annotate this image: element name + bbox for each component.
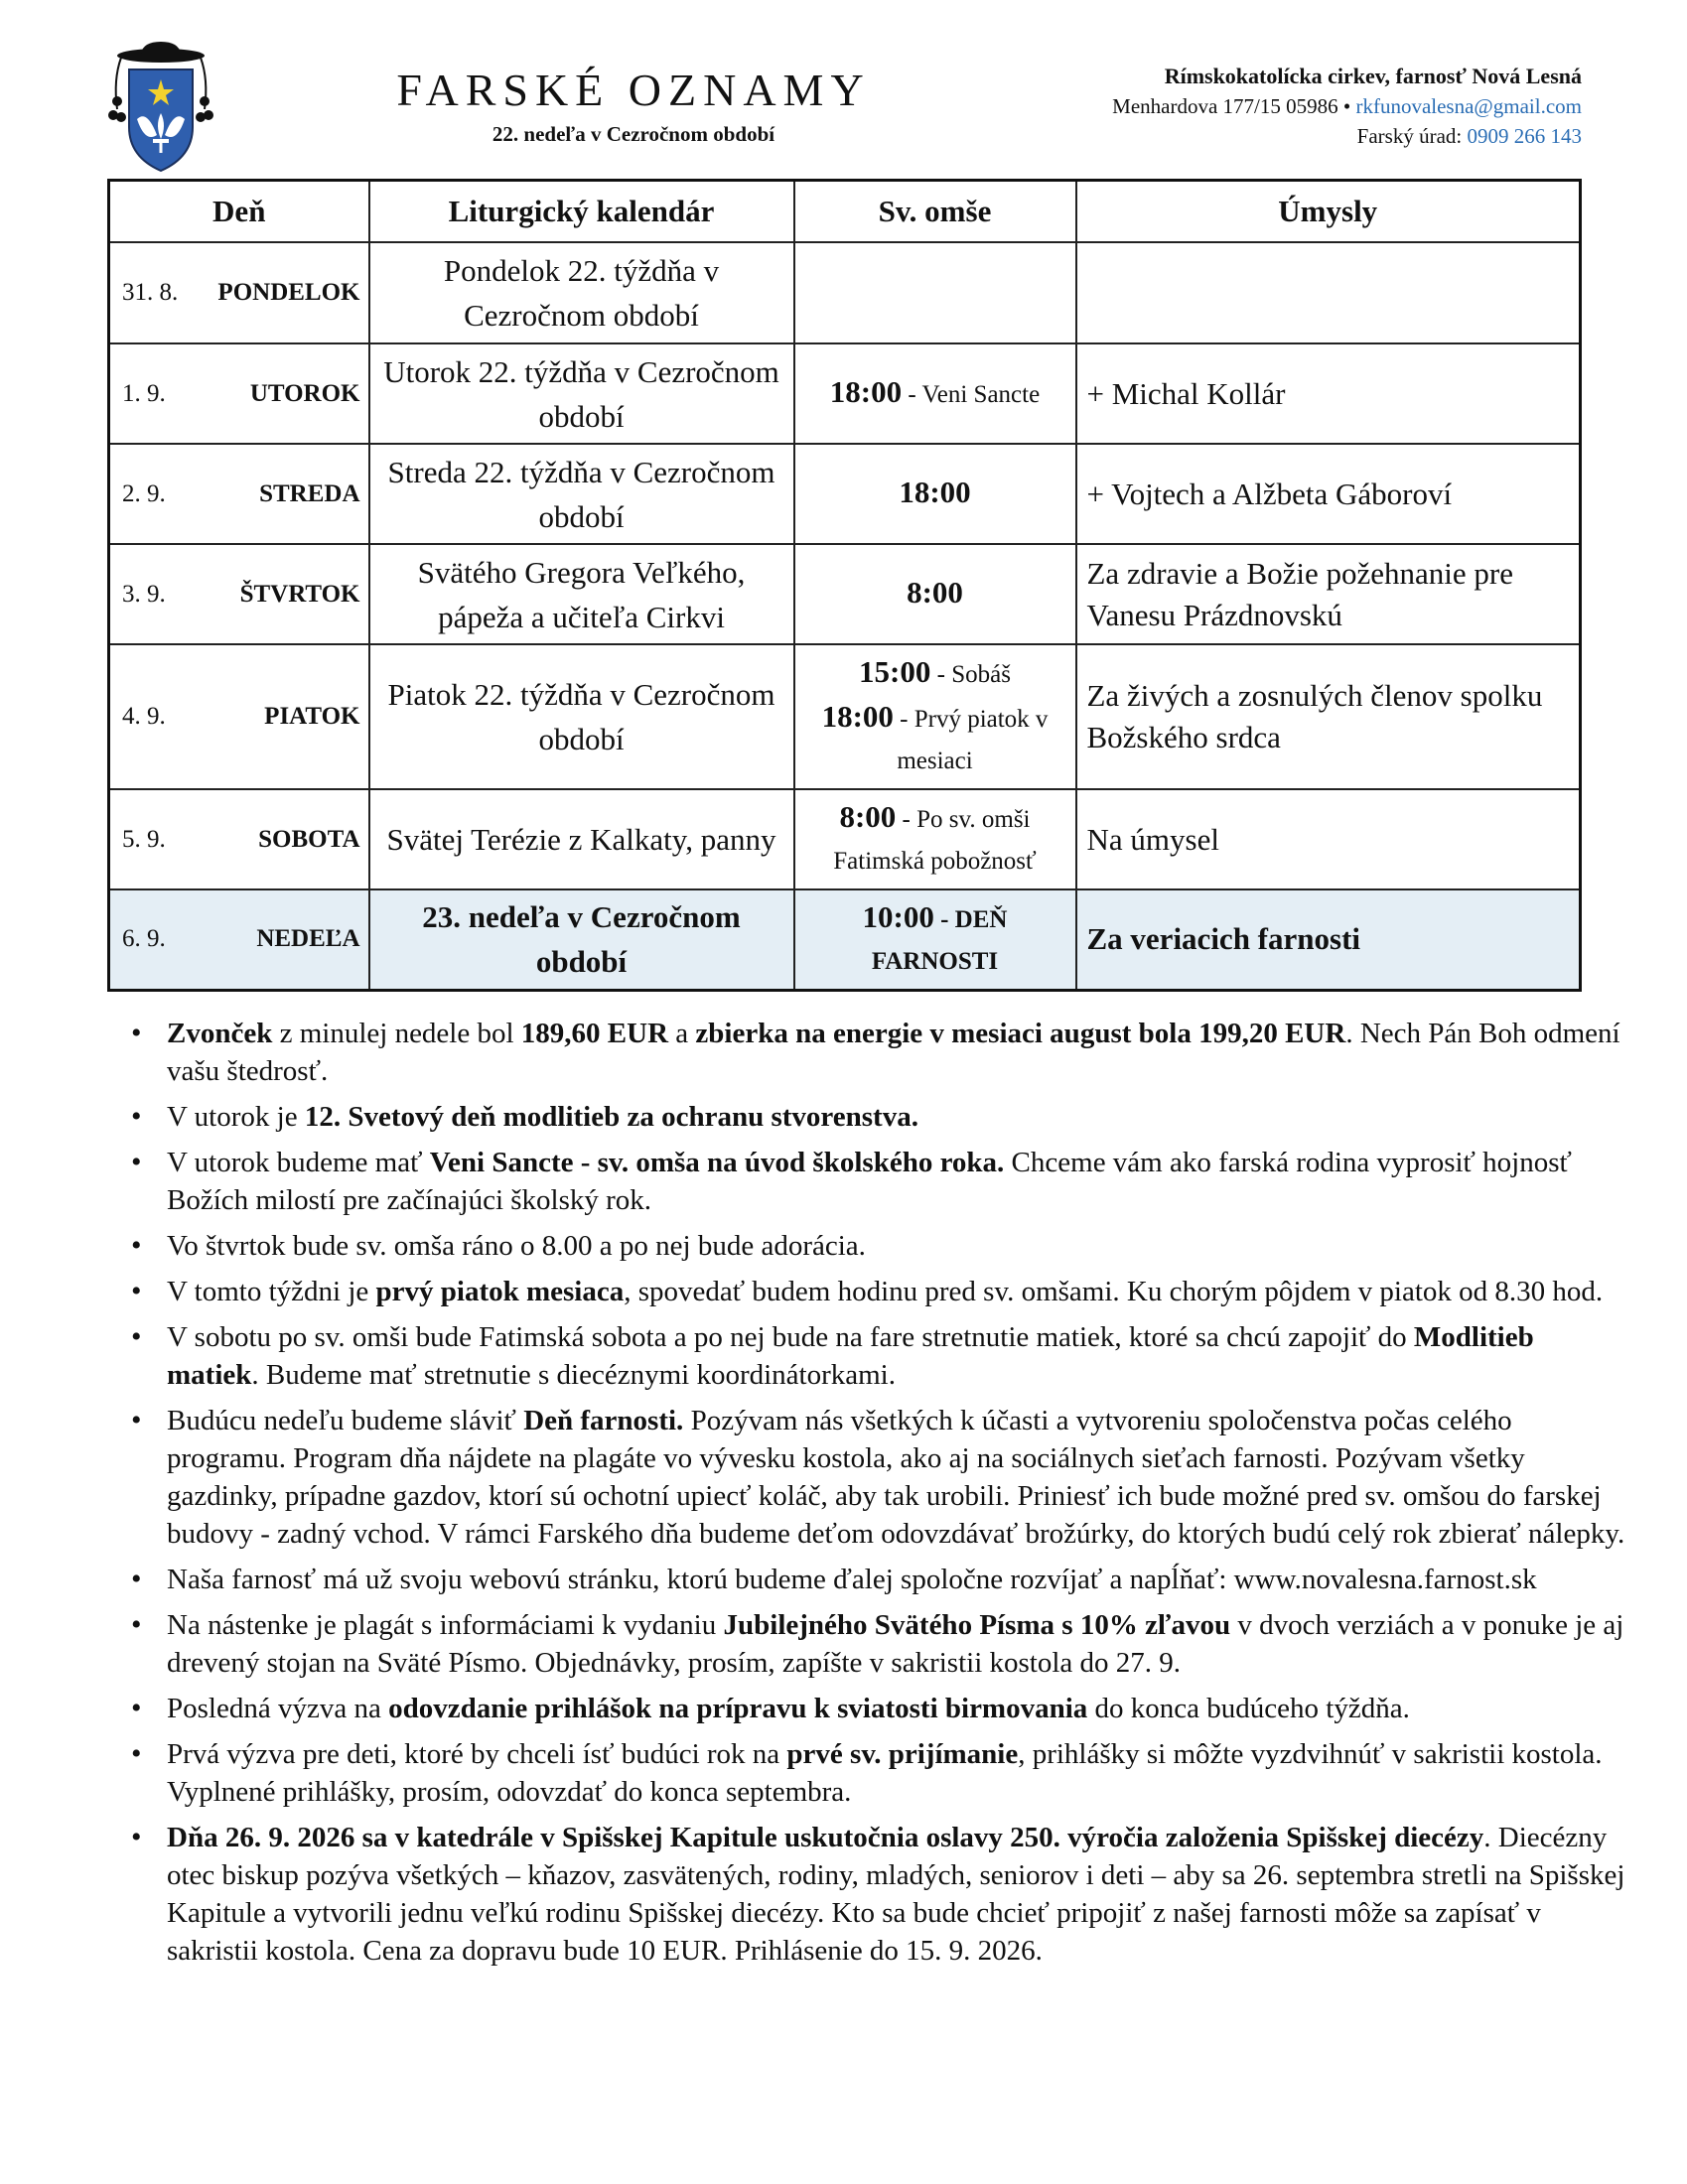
- intention-cell: Za živých a zosnulých členov spolku Božského srdca: [1076, 644, 1581, 789]
- announcement-text: V utorok je: [167, 1101, 305, 1133]
- mass-cell: [794, 343, 1076, 444]
- day-cell: [109, 644, 369, 789]
- mass-note: - Po sv. omši Fatimská pobožnosť: [833, 806, 1037, 875]
- weekday: PIATOK: [264, 703, 360, 730]
- mass-time: 15:00: [859, 654, 931, 689]
- table-row: [109, 343, 1581, 444]
- announcement-bold-text: zbierka na energie v mesiaci august bola 199,20 EUR: [695, 1018, 1346, 1049]
- phone-link[interactable]: 0909 266 143: [1467, 124, 1582, 148]
- date: 4. 9.: [122, 703, 166, 730]
- liturgical-cell: Svätej Terézie z Kalkaty, panny: [369, 789, 794, 889]
- mass-cell: [794, 544, 1076, 644]
- address-line: [1112, 91, 1582, 121]
- announcement-bold-text: prvý piatok mesiaca: [375, 1276, 625, 1307]
- mass-time: 8:00: [907, 575, 963, 610]
- table-header-row: [109, 181, 1581, 243]
- announcement-text: Chceme vám ako farská rodina vyprosiť hojnosť Božích milostí pre začínajúci školský rok.: [167, 1147, 1572, 1216]
- mass-time: 8:00: [839, 799, 897, 834]
- announcement-text: Naša farnosť má už svoju webovú stránku, ktorú budeme ďalej spoločne rozvíjať a napĺňať: www.novalesna.farnost.sk: [167, 1564, 1537, 1595]
- announcement-item: [167, 1273, 1626, 1310]
- mass-note: - Prvý piatok v mesiaci: [893, 706, 1049, 774]
- announcement-text: Vo štvrtok bude sv. omša ráno o 8.00 a po nej bude adorácia.: [167, 1230, 866, 1262]
- schedule-table: [107, 179, 1582, 992]
- liturgical-cell: Pondelok 22. týždňa v Cezročnom období: [369, 242, 794, 343]
- date: 5. 9.: [122, 825, 166, 853]
- mass-entry: [801, 371, 1069, 416]
- liturgical-cell: Streda 22. týždňa v Cezročnom období: [369, 444, 794, 544]
- table-row: [109, 444, 1581, 544]
- mass-time: 18:00: [899, 475, 971, 509]
- mass-note: - Veni Sancte: [902, 381, 1041, 408]
- announcement-item: [167, 1735, 1626, 1811]
- announcement-item: [167, 1227, 1626, 1265]
- day-cell: [109, 242, 369, 343]
- intention-cell: + Vojtech a Alžbeta Gáboroví: [1076, 444, 1581, 544]
- announcement-text: v dvoch verziách a v ponuke je aj drevený stojan na Sväté Písmo. Objednávky, prosím, zapíšte v sakristii kostola do 27. 9.: [167, 1609, 1624, 1679]
- announcement-text: V sobotu po sv. omši bude Fatimská sobota a po nej bude na fare stretnutie matiek, ktoré sa chcú zapojiť do: [167, 1321, 1414, 1353]
- date: 2. 9.: [122, 479, 166, 507]
- announcement-text: , spovedať budem hodinu pred sv. omšami. Ku chorým pôjdem v piatok od 8.30 hod.: [624, 1276, 1604, 1307]
- mass-time: 10:00: [862, 898, 934, 934]
- announcement-item: [167, 1015, 1626, 1090]
- intention-cell: + Michal Kollár: [1076, 343, 1581, 444]
- announcement-item: [167, 1144, 1626, 1219]
- announcement-bold-text: prvé sv. prijímanie: [786, 1738, 1019, 1770]
- day-cell: [109, 444, 369, 544]
- announcement-bold-text: 189,60 EUR: [520, 1018, 669, 1049]
- weekday: STREDA: [259, 479, 360, 507]
- announcement-text: Budúcu nedeľu budeme sláviť: [167, 1405, 524, 1436]
- announcement-bold-text: Modlitieb matiek: [167, 1321, 1534, 1391]
- announcement-text: Posledná výzva na: [167, 1693, 389, 1724]
- parish-coat-of-arms-icon: [107, 40, 214, 174]
- announcement-bold-text: odovzdanie prihlášok na prípravu k sviatosti birmovania: [388, 1693, 1088, 1724]
- intention-cell: [1076, 242, 1581, 343]
- announcement-text: Pozývam nás všetkých k účasti a vytvoreniu spoločenstva počas celého programu. Program dňa nájdete na plagáte vo vývesku kostola, ako aj na sociálnych sieťach farnosti. Pozývam všetky gazdinky, prípadne gazdov, ktorí sú ochotní upiecť koláč, aby tak urobili. Priniesť ich bude možné pred sv. omšou do farskej budovy - zadný vchod. V rámci Farského dňa budeme deťom odovzdávať brožúrky, do ktorých budú celý rok zbierať nálepky.: [167, 1405, 1625, 1550]
- table-row: [109, 644, 1581, 789]
- page-subtitle: 22. nedeľa v Cezročnom období: [492, 122, 775, 146]
- mass-cell: [794, 444, 1076, 544]
- contact-block: [1112, 62, 1582, 151]
- mass-time: 18:00: [821, 699, 894, 734]
- title-block: [355, 64, 912, 147]
- day-cell: [109, 343, 369, 444]
- date: 1. 9.: [122, 379, 166, 407]
- organization-name: Rímskokatolícka cirkev, farnosť Nová Lesná: [1164, 64, 1582, 88]
- weekday: NEDEĽA: [256, 925, 360, 953]
- intention-cell: Na úmysel: [1076, 789, 1581, 889]
- mass-cell: [794, 889, 1076, 990]
- table-row: [109, 889, 1581, 990]
- announcement-text: . Nech Pán Boh odmení vašu štedrosť.: [167, 1018, 1620, 1087]
- bulletin-header: [107, 40, 1582, 179]
- schedule-body: [109, 242, 1581, 990]
- announcements-list: [117, 1015, 1626, 1978]
- mass-cell: [794, 789, 1076, 889]
- mass-cell: [794, 644, 1076, 789]
- announcement-bold-text: Dňa 26. 9. 2026 sa v katedrále v Spišskej Kapitule uskutočnia oslavy 250. výročia založenia Spišskej diecézy: [167, 1822, 1484, 1853]
- announcement-text: , prihlášky si môžte vyzdvihnúť v sakristii kostola. Vyplnené prihlášky, prosím, odovzdať do konca septembra.: [167, 1738, 1603, 1808]
- announcement-text: a: [668, 1018, 696, 1049]
- intention-cell: Za zdravie a Božie požehnanie pre Vanesu Prázdnovskú: [1076, 544, 1581, 644]
- day-cell: [109, 889, 369, 990]
- announcement-bold-text: Zvonček: [167, 1018, 273, 1049]
- liturgical-cell: 23. nedeľa v Cezročnom období: [369, 889, 794, 990]
- announcement-text: . Diecézny otec biskup pozýva všetkých – kňazov, zasvätených, rodiny, mladých, seniorov i deti – aby sa 26. septembra stretli na Spišskej Kapitule a vytvorili jednu veľkú rodinu Spišskej diecézy. Kto sa bude chcieť pripojiť z našej farnosti môže sa zapísať v sakristii kostola. Cena za dopravu bude 10 EUR. Prihlásenie do 15. 9. 2026.: [167, 1822, 1625, 1967]
- date: 31. 8.: [122, 279, 179, 306]
- office-label: Farský úrad:: [1356, 124, 1463, 148]
- day-cell: [109, 789, 369, 889]
- mass-entry: [801, 572, 1069, 616]
- announcement-text: z minulej nedele bol: [272, 1018, 521, 1049]
- mass-entry: [801, 696, 1069, 782]
- announcement-item: [167, 1318, 1626, 1394]
- page-title: FARSKÉ OZNAMY: [396, 65, 871, 115]
- liturgical-cell: Utorok 22. týždňa v Cezročnom období: [369, 343, 794, 444]
- announcement-text: Na nástenke je plagát s informáciami k vydaniu: [167, 1609, 724, 1641]
- weekday: UTOROK: [249, 379, 360, 407]
- weekday: SOBOTA: [258, 825, 360, 853]
- mass-entry: [801, 472, 1069, 516]
- mass-time: 18:00: [829, 374, 903, 409]
- date: 6. 9.: [122, 925, 166, 953]
- mass-entry: [801, 896, 1069, 983]
- email-link[interactable]: rkfunovalesna@gmail.com: [1355, 94, 1582, 118]
- announcement-bold-text: Jubilejného Svätého Písma s 10% zľavou: [723, 1609, 1231, 1641]
- header-day: Deň: [109, 181, 369, 243]
- announcement-bold-text: Deň farnosti.: [523, 1405, 684, 1436]
- announcement-item: [167, 1098, 1626, 1136]
- announcement-text: Prvá výzva pre deti, ktoré by chceli ísť budúci rok na: [167, 1738, 787, 1770]
- announcement-bold-text: 12. Svetový deň modlitieb za ochranu stvorenstva.: [304, 1101, 918, 1133]
- header-intentions: Úmysly: [1076, 181, 1581, 243]
- mass-note: - Sobáš: [930, 661, 1011, 688]
- day-cell: [109, 544, 369, 644]
- announcement-text: V tomto týždni je: [167, 1276, 376, 1307]
- announcement-item: [167, 1690, 1626, 1727]
- announcement-item: [167, 1402, 1626, 1553]
- announcement-item: [167, 1561, 1626, 1598]
- mass-entry: [801, 796, 1069, 883]
- address: Menhardova 177/15 05986 •: [1112, 94, 1351, 118]
- announcement-text: V utorok budeme mať: [167, 1147, 430, 1178]
- mass-cell: [794, 242, 1076, 343]
- header-liturgical: Liturgický kalendár: [369, 181, 794, 243]
- header-masses: Sv. omše: [794, 181, 1076, 243]
- announcement-text: do konca budúceho týždňa.: [1087, 1693, 1410, 1724]
- liturgical-cell: Svätého Gregora Veľkého, pápeža a učiteľa Cirkvi: [369, 544, 794, 644]
- liturgical-cell: Piatok 22. týždňa v Cezročnom období: [369, 644, 794, 789]
- table-row: [109, 789, 1581, 889]
- bulletin-page: [107, 40, 1625, 1967]
- mass-note: - DEŇ FARNOSTI: [871, 905, 1008, 975]
- table-row: [109, 544, 1581, 644]
- office-line: [1112, 121, 1582, 151]
- weekday: ŠTVRTOK: [239, 580, 360, 608]
- weekday: PONDELOK: [217, 279, 360, 306]
- date: 3. 9.: [122, 580, 166, 608]
- table-row: [109, 242, 1581, 343]
- announcement-item: [167, 1606, 1626, 1682]
- mass-entry: [801, 651, 1069, 696]
- intention-cell: Za veriacich farnosti: [1076, 889, 1581, 990]
- announcement-item: [167, 1819, 1626, 1970]
- announcement-bold-text: Veni Sancte - sv. omša na úvod školského roka.: [429, 1147, 1005, 1178]
- announcement-text: . Budeme mať stretnutie s diecéznymi koordinátorkami.: [251, 1359, 896, 1391]
